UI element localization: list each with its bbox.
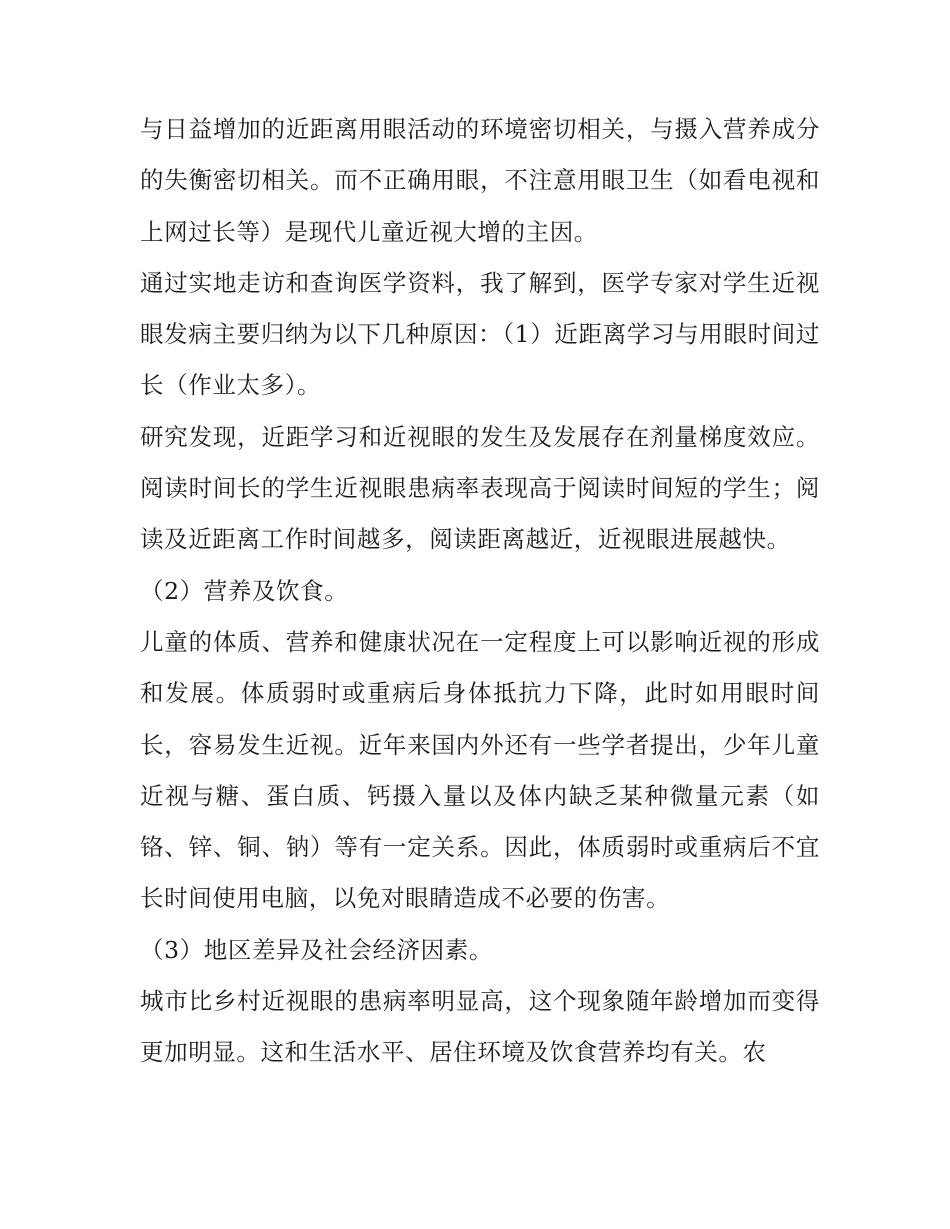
paragraph-myopia-causes-intro: 与日益增加的近距离用眼活动的环境密切相关，与摄入营养成分的失衡密切相关。而不正确用眼，不注意用眼卫生（如看电视和上网过长等）是现代儿童近视大增的主因。	[140, 115, 820, 246]
heading-regional-economic: （3）地区差异及社会经济因素。	[140, 935, 493, 964]
paragraph-nutrition: 儿童的体质、营养和健康状况在一定程度上可以影响近视的形成和发展。体质弱时或重病后身体抵抗力下降，此时如用眼时间长，容易发生近视。近年来国内外还有一些学者提出，少年儿童近视与糖、蛋白质、钙摄入量以及体内缺乏某种微量元素（如铬、锌、铜、钠）等有一定关系。因此，体质弱时或重病后不宜长时间使用电脑，以免对眼睛造成不必要的伤害。	[140, 627, 820, 913]
heading-nutrition-diet: （2）营养及饮食。	[140, 576, 349, 605]
paragraph-dose-gradient: 研究发现，近距学习和近视眼的发生及发展存在剂量梯度效应。阅读时间长的学生近视眼患病率表现高于阅读时间短的学生；阅读及近距离工作时间越多，阅读距离越近，近视眼进展越快。	[140, 422, 820, 554]
paragraph-research-findings: 通过实地走访和查询医学资料，我了解到，医学专家对学生近视眼发病主要归纳为以下几种原因：（1）近距离学习与用眼时间过长（作业太多）。	[140, 268, 820, 400]
paragraph-urban-rural: 城市比乡村近视眼的患病率明显高，这个现象随年龄增加而变得更加明显。这和生活水平、居住环境及饮食营养均有关。农	[140, 987, 820, 1067]
document-body	[140, 104, 820, 1079]
